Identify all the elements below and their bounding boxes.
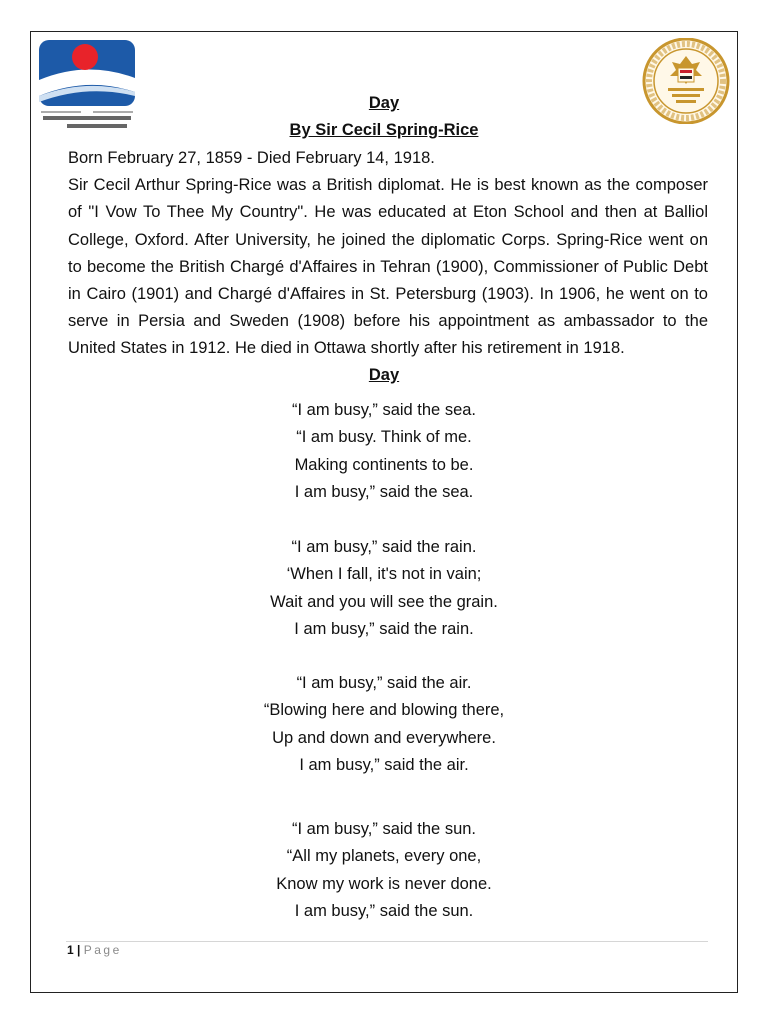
- page-number: 1: [67, 943, 74, 957]
- poem-line: Making continents to be.: [294, 455, 474, 474]
- poem-line: “I am busy,” said the sun.: [291, 820, 477, 838]
- byline: By Sir Cecil Spring-Rice: [289, 121, 479, 139]
- poem-line: Wait and you will see the grain.: [270, 592, 498, 611]
- stanza-sun: [0, 816, 768, 925]
- poem-line: Know my work is never done.: [276, 874, 492, 893]
- poem-line: I am busy,” said the sea.: [294, 482, 474, 501]
- poem-line: “I am busy,” said the rain.: [291, 538, 477, 556]
- poem-line: “I am busy,” said the sea.: [291, 401, 477, 419]
- stanza-rain: [0, 534, 768, 643]
- poem-line: “All my planets, every one,: [286, 847, 482, 866]
- footer-divider: [66, 941, 708, 942]
- poem-line: I am busy,” said the air.: [299, 755, 469, 774]
- author-biography: [68, 145, 708, 363]
- bio-text: Sir Cecil Arthur Spring-Rice was a British diplomat. He is best known as the composer of "I Vow To Thee My Country". He was educated at Eton School and then at Balliol College, Oxford. After University, he joined the diplomatic Corps. Spring-Rice went on to become the British Chargé d'Affaires in Tehran (1900), Commissioner of Public Debt in Cairo (1901) and Chargé d'Affaires in St. Petersburg (1903). In 1906, he went on to serve in Persia and Sweden (1908) before his appointment as ambassador to the United States in 1912. He died in Ottawa shortly after his retirement in 1918.: [68, 176, 708, 358]
- poem-line: I am busy,” said the rain.: [294, 619, 474, 638]
- poem-line: “I am busy. Think of me.: [296, 428, 472, 447]
- document-title: Day: [368, 94, 400, 112]
- stanza-sea: [0, 397, 768, 506]
- bio-dates: Born February 27, 1859 - Died February 14, 1918.: [68, 149, 435, 167]
- page-label: Page: [83, 943, 122, 957]
- poem-title: Day: [368, 366, 400, 384]
- poem-line: ‘When I fall, it's not in vain;: [286, 565, 482, 584]
- poem-line: “Blowing here and blowing there,: [263, 701, 505, 720]
- poem-line: I am busy,” said the sun.: [294, 901, 474, 920]
- stanza-air: [0, 670, 768, 779]
- footer-separator: |: [77, 943, 81, 957]
- poem-line: “I am busy,” said the air.: [296, 674, 472, 692]
- poem-line: Up and down and everywhere.: [272, 728, 496, 747]
- page-footer: [67, 943, 122, 957]
